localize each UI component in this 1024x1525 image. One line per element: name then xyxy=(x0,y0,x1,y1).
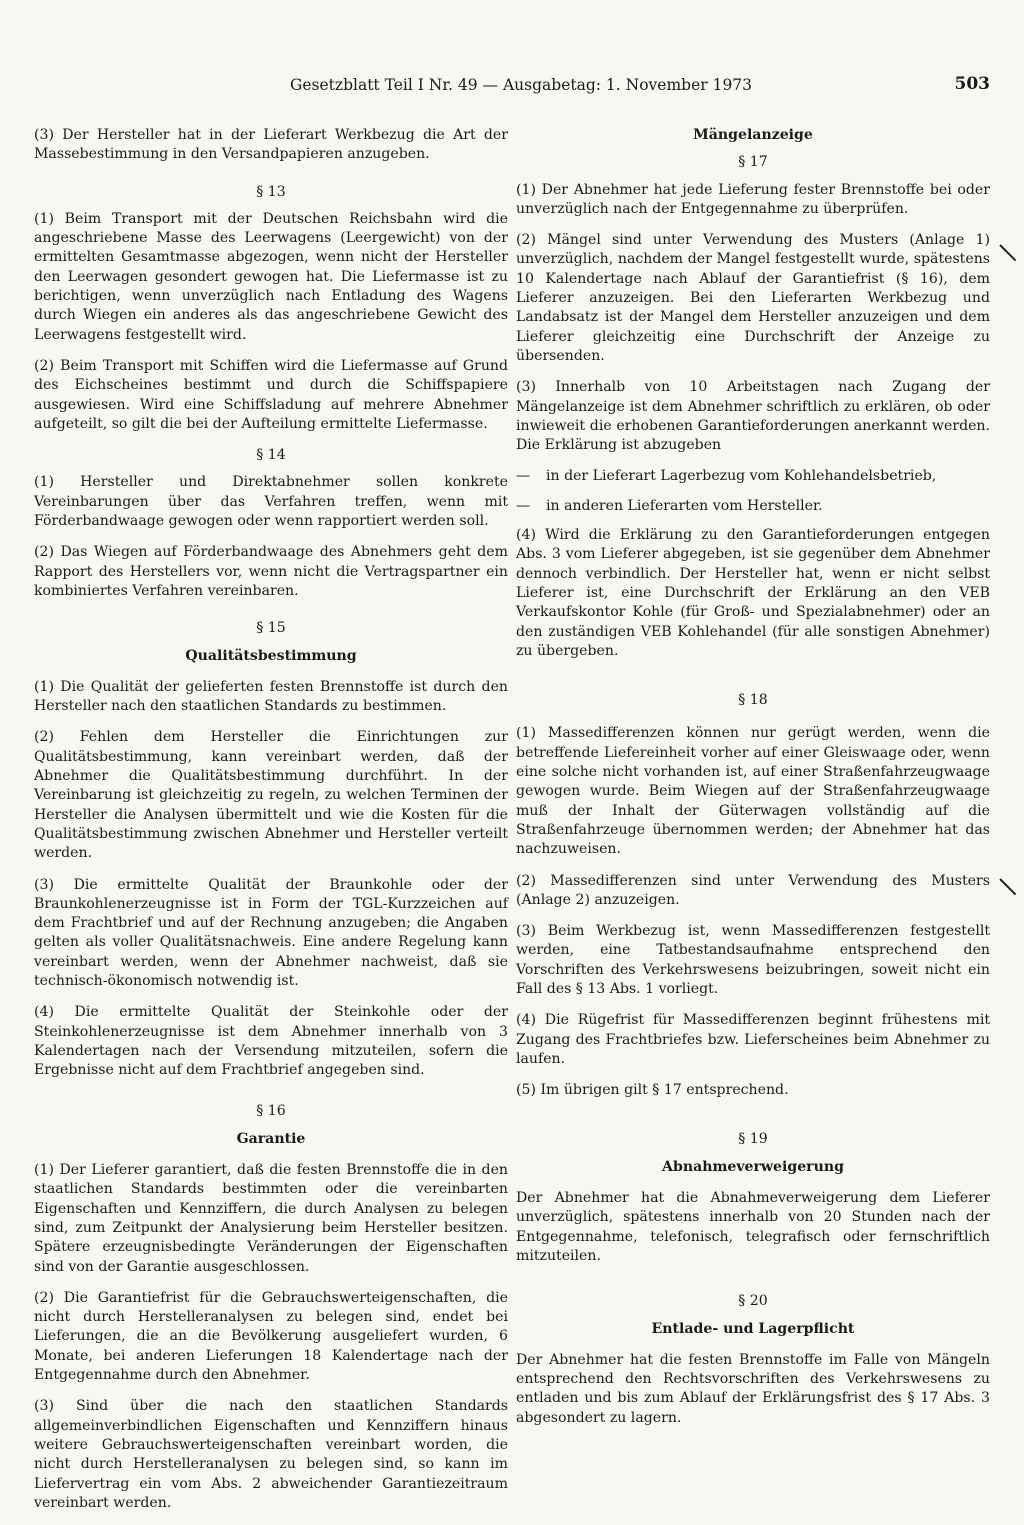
dash-marker: — xyxy=(516,468,531,485)
section-heading: Mängelanzeige xyxy=(693,127,813,143)
section-number: § 15 xyxy=(256,620,286,637)
section-number: § 19 xyxy=(738,1131,768,1148)
paragraph: (1) Massedifferenzen können nur gerügt werden, wenn die betreffende Liefereinheit vorher auf einer Gleiswaage oder, wenn eine solche nicht vorhanden ist, auf einer Straßenfahrzeugwaage gewogen wurde. Beim Wiegen auf der Straßenfahrzeugwaage muß der Inhalt der Güterwagen vollständig auf die Straßenfahrzeuge übernommen werden; der Abnehmer hat das nachzuweisen. xyxy=(516,725,990,858)
paragraph: (1) Der Abnehmer hat jede Lieferung fester Brennstoffe bei oder unverzüglich nach der Entgegennahme zu überprüfen. xyxy=(516,181,990,217)
page-header xyxy=(290,76,990,100)
list-item-text: in der Lieferart Lagerbezug vom Kohlehandelsbetrieb, xyxy=(546,468,937,485)
paragraph: (1) Beim Transport mit der Deutschen Reichsbahn wird die angeschriebene Masse des Leerwagens (Leergewicht) von der ermittelten Gesamtmasse abgezogen, wenn nicht der Hersteller den Leerwagen gesondert gewogen hat. Die Liefermasse ist zu berichtigen, wenn unverzüglich nach Entladung des Wagens durch Wiegen ein anderes als das angeschriebene Gewicht des Leerwagens festgestellt wird. xyxy=(34,210,508,343)
paragraph: (1) Der Lieferer garantiert, daß die festen Brennstoffe die in den staatlichen Standards bestimmten oder die vereinbarten Eigenschaften und Kennziffern, die durch Analysen zu belegen sind, zum Zeitpunkt der Analysierung beim Hersteller besitzen. Spätere erzeugnisbedingte Veränderungen der Eigenschaften sind von der Garantie ausgeschlossen. xyxy=(34,1162,508,1275)
paragraph: (2) Mängel sind unter Verwendung des Musters (Anlage 1) unverzüglich, nachdem der Mangel festgestellt wurde, spätestens 10 Kalendertage nach Ablauf der Garantiefrist (§ 16), dem Lieferer anzuzeigen. Bei den Lieferarten Werkbezug und Landabsatz ist der Mangel dem Hersteller anzuzeigen und dem Lieferer gleichzeitig eine Durchschrift der Anzeige zu übersenden. xyxy=(516,232,990,364)
paragraph: (4) Wird die Erklärung zu den Garantieforderungen entgegen Abs. 3 vom Lieferer abgegeben, ist sie gegenüber dem Abnehmer dennoch verbindlich. Der Hersteller hat, wenn er nicht selbst Lieferer ist, eine Durchschrift der Erklärung an den VEB Verkaufskontor Kohle (für Groß- und Spezialabnehmer) oder an den zuständigen VEB Kohlehandel (für alle sonstigen Abnehmer) zu übergeben. xyxy=(516,527,990,659)
header-title: Gesetzblatt Teil I Nr. 49 — Ausgabetag: 1. November 1973 xyxy=(290,76,753,94)
paragraph: (5) Im übrigen gilt § 17 entsprechend. xyxy=(516,1082,789,1099)
section-number: § 13 xyxy=(256,183,286,200)
paragraph: (2) Die Garantiefrist für die Gebrauchswerteigenschaften, die nicht durch Herstelleranalysen zu belegen sind, endet bei Lieferungen, die an die Bevölkerung ausgeliefert wurden, 6 Monate, bei anderen Lieferungen 18 Kalendertage nach der Entgegennahme durch den Abnehmer. xyxy=(34,1289,508,1384)
section-heading: Abnahmeverweigerung xyxy=(662,1158,844,1175)
left-column xyxy=(34,126,508,1525)
section-heading: Qualitätsbestimmung xyxy=(185,647,357,664)
paragraph: Der Abnehmer hat die Abnahmeverweigerung dem Lieferer unverzüglich, spätestens innerhalb von 20 Stunden nach der Entgegennahme, telefonisch, telegrafisch oder fernschriftlich mitzuteilen. xyxy=(516,1190,990,1264)
margin-mark xyxy=(999,244,1016,261)
right-column xyxy=(516,126,990,1440)
page-number: 503 xyxy=(954,74,990,94)
list-item-text: in anderen Lieferarten vom Hersteller. xyxy=(546,497,823,514)
section-number: § 20 xyxy=(738,1293,768,1310)
paragraph: (3) Beim Werkbezug ist, wenn Massedifferenzen festgestellt werden, eine Tatbestandsaufnahme entsprechend den Vorschriften des Verkehrswesens beizubringen, soweit nicht ein Fall des § 13 Abs. 1 vorliegt. xyxy=(516,923,990,997)
paragraph: (3) Innerhalb von 10 Arbeitstagen nach Zugang der Mängelanzeige ist dem Abnehmer schriftlich zu erklären, ob oder inwieweit die erhobenen Garantieforderungen anerkannt werden. Die Erklärung ist abzugeben xyxy=(516,379,990,454)
paragraph: Der Abnehmer hat die festen Brennstoffe im Falle von Mängeln entsprechend den Rechtsvorschriften des Verkehrswesens zu entladen und bis zum Ablauf der Erklärungsfrist des § 17 Abs. 3 abgesondert zu lagern. xyxy=(516,1351,990,1426)
margin-mark xyxy=(999,878,1016,895)
paragraph: (2) Massedifferenzen sind unter Verwendung des Musters (Anlage 2) anzuzeigen. xyxy=(516,872,990,908)
paragraph: (3) Die ermittelte Qualität der Braunkohle oder der Braunkohlenerzeugnisse ist in Form der TGL-Kurzzeichen auf dem Frachtbrief und auf der Rechnung anzugeben; die Angaben gelten als voller Qualitätsnachweis. Eine andere Regelung kann vereinbart werden, wenn der Abnehmer nachweist, daß sie technisch-ökonomisch notwendig ist. xyxy=(34,876,508,989)
paragraph: (2) Beim Transport mit Schiffen wird die Liefermasse auf Grund des Eichscheines bestimmt und durch die Schiffspapiere ausgewiesen. Wird eine Schiffsladung auf mehrere Abnehmer aufgeteilt, so gilt die bei der Aufteilung ermittelte Liefermasse. xyxy=(34,357,508,432)
paragraph: (4) Die Rügefrist für Massedifferenzen beginnt frühestens mit Zugang des Frachtbriefes bzw. Lieferscheines beim Abnehmer zu laufen. xyxy=(516,1012,990,1067)
paragraph: (2) Fehlen dem Hersteller die Einrichtungen zur Qualitätsbestimmung, kann vereinbart werden, daß der Abnehmer die Qualitätsbestimmung durchführt. In der Vereinbarung ist gleichzeitig zu regeln, zu welchen Terminen der Hersteller die Analysen übermittelt und wie die Kosten für die Qualitätsbestimmung zwischen Abnehmer und Hersteller verteilt werden. xyxy=(34,729,508,862)
paragraph: (1) Die Qualität der gelieferten festen Brennstoffe ist durch den Hersteller nach den staatlichen Standards zu bestimmen. xyxy=(34,678,508,715)
section-number: § 16 xyxy=(256,1103,286,1120)
section-number: § 18 xyxy=(738,692,768,709)
paragraph: (3) Der Hersteller hat in der Lieferart Werkbezug die Art der Massebestimmung in den Versandpapieren anzugeben. xyxy=(34,127,508,163)
paragraph: (4) Die ermittelte Qualität der Steinkohle oder der Steinkohlenerzeugnisse ist dem Abnehmer innerhalb von 3 Kalendertagen nach der Versendung mitzuteilen, sofern die Ergebnisse nicht auf dem Frachtbrief angegeben sind. xyxy=(34,1004,508,1079)
list-item xyxy=(516,497,990,516)
section-heading: Entlade- und Lagerpflicht xyxy=(651,1320,855,1337)
paragraph: (3) Sind über die nach den staatlichen Standards allgemeinverbindlichen Eigenschaften und Kennziffern hinaus weitere Gebrauchswerteigenschaften vereinbart worden, die nicht durch Herstelleranalysen zu belegen sind, so kann im Liefervertrag ein vom Abs. 2 abweichender Garantiezeitraum vereinbart werden. xyxy=(34,1398,508,1511)
paragraph: (1) Hersteller und Direktabnehmer sollen konkrete Vereinbarungen über das Verfahren treffen, wenn mit Förderbandwaage gewogen oder wenn rapportiert werden soll. xyxy=(34,474,508,530)
list-item xyxy=(516,467,990,486)
section-number: § 17 xyxy=(738,154,768,171)
dash-marker: — xyxy=(516,497,531,514)
section-heading: Garantie xyxy=(236,1130,306,1147)
paragraph: (2) Das Wiegen auf Förderbandwaage des Abnehmers geht dem Rapport des Herstellers vor, wenn nicht die Vertragspartner ein kombiniertes Verfahren vereinbaren. xyxy=(34,544,508,599)
section-number: § 14 xyxy=(256,447,286,464)
